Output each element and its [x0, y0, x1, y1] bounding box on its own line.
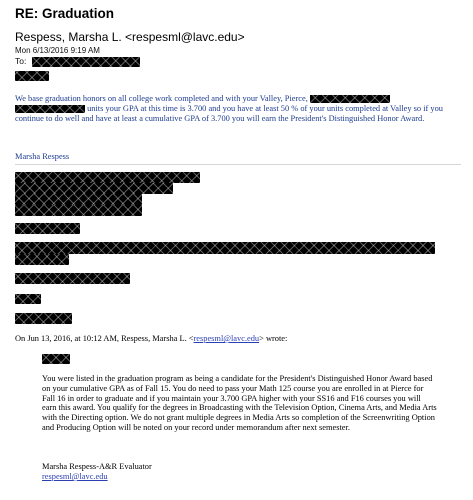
email-subject: RE: Graduation — [15, 6, 115, 21]
quote-header — [15, 334, 287, 343]
redacted-inline-1 — [310, 95, 390, 103]
message-signature: Marsha Respess — [15, 152, 70, 161]
sent-date: Mon 6/13/2016 9:19 AM — [15, 46, 100, 55]
divider — [15, 164, 461, 165]
redacted-block — [15, 273, 130, 284]
redacted-block — [15, 172, 200, 183]
message-body — [15, 94, 460, 123]
to-row — [15, 56, 26, 66]
redacted-block — [15, 294, 41, 304]
redacted-block — [15, 194, 142, 205]
redacted-block — [15, 242, 435, 254]
quote-header-intro: On Jun 13, 2016, at 10:12 AM, Respess, Marsha L. < — [15, 334, 194, 343]
redacted-block — [15, 183, 173, 194]
quote-header-email-link[interactable]: respesml@lavc.edu — [193, 334, 260, 343]
quote-body: You were listed in the graduation program as being a candidate for the President's Distinguished Honor Award based on your cumulative GPA as of Fall 15. You do need to pass your Math 125 course you are enrolled in at Pierce for Fall 16 in order to graduate and if you maintain your 3.700 GPA higher with your SS16 and F16 courses you will earn this award. You qualify for the degrees in Broadcasting with the Television Option, Cinema Arts, and Media Arts with the Directing option. We do not grant multiple degrees in Media Arts so completion of the Screenwriting Option and Producing Option will be noted on your record under memorandum after next semester. — [42, 374, 437, 432]
quote-signature — [42, 462, 152, 482]
redacted-block — [15, 254, 69, 265]
redacted-block — [15, 313, 72, 324]
redacted-quote-greeting — [42, 354, 70, 364]
to-label: To: — [15, 56, 27, 66]
message-body-part2: units your GPA at this time is 3.700 and you have at least 50 % of your units completed at Valley so if you continue to do well and have at least a cumulative GPA of 3.700 you will earn the President's Distinguished Honor Award. — [15, 103, 443, 123]
redacted-name — [15, 71, 49, 81]
redacted-to-recipient — [32, 57, 140, 67]
message-body-part1: We base graduation honors on all college work completed and with your Valley, Pierce, — [15, 94, 310, 103]
quote-signature-email-link[interactable]: respesml@lavc.edu — [42, 472, 108, 481]
quote-signature-name: Marsha Respess-A&R Evaluator — [42, 462, 152, 471]
redacted-block — [15, 205, 142, 216]
redacted-block — [15, 223, 80, 234]
quote-header-end: > wrote: — [259, 334, 288, 343]
sender[interactable]: Respess, Marsha L. <respesml@lavc.edu> — [15, 30, 245, 44]
redacted-inline-2 — [15, 105, 85, 113]
